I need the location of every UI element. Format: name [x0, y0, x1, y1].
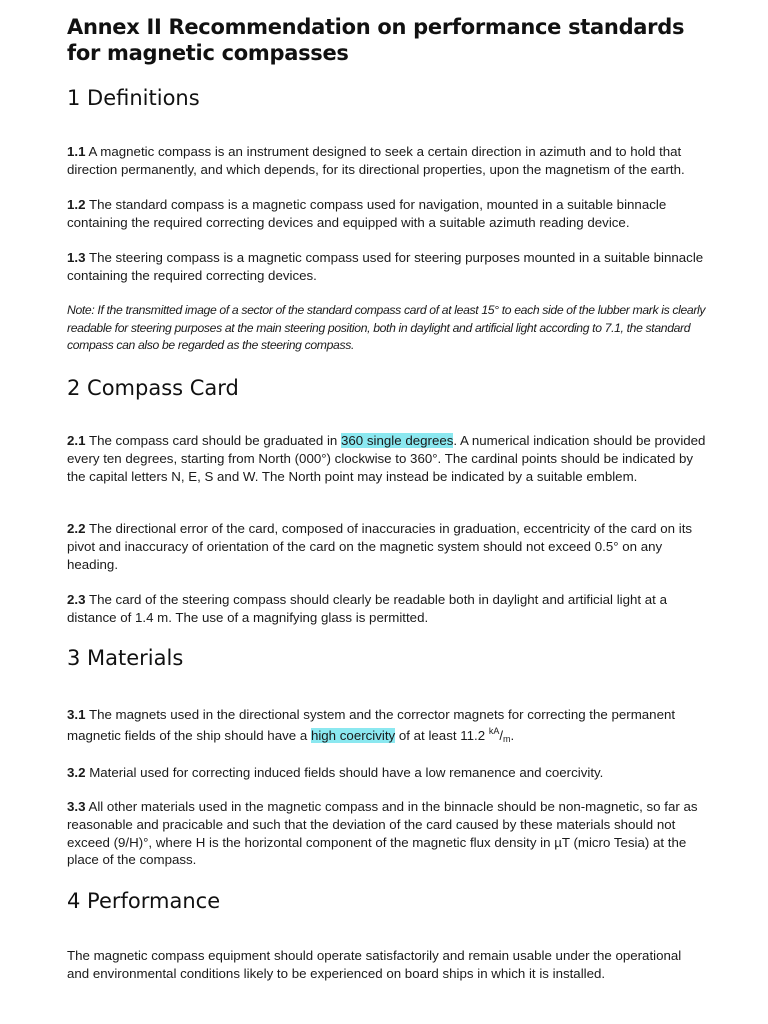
paragraph-text: The compass card should be graduated in: [85, 433, 342, 448]
paragraph-text: A magnetic compass is an instrument designed to seek a certain direction in azimuth and to hold that direction permanently, and which depends, for its directional properties, upon the magnetism of the earth.: [67, 144, 685, 177]
paragraph-1-1: [67, 143, 707, 179]
paragraph-2-3: [67, 591, 707, 627]
paragraph-number: 3.1: [67, 707, 86, 722]
paragraph-text: The directional error of the card, composed of inaccuracies in graduation, eccentricity of the card on its pivot and inaccuracy of orientation of the card on the magnetic system should not exceed 0.5° on any heading.: [67, 521, 693, 572]
highlighted-text: high coercivity: [310, 728, 396, 743]
paragraph-number: 1.3: [67, 250, 86, 265]
paragraph-3-1: [67, 704, 707, 746]
paragraph-text: The steering compass is a magnetic compass used for steering purposes mounted in a suitable binnacle containing the required correcting devices.: [67, 250, 704, 283]
section-heading-compass-card: 2 Compass Card: [67, 376, 239, 400]
paragraph-1-2: [67, 196, 707, 232]
section-heading-definitions: 1 Definitions: [67, 86, 200, 110]
paragraph-text: Material used for correcting induced fields should have a low remanence and coercivity.: [85, 765, 604, 780]
paragraph-number: 3.2: [67, 765, 86, 780]
highlighted-text: 360 single degrees: [341, 433, 454, 448]
paragraph-1-3: [67, 249, 707, 285]
paragraph-number: 2.2: [67, 521, 86, 536]
paragraph-number: 2.3: [67, 592, 86, 607]
paragraph-4: The magnetic compass equipment should operate satisfactorily and remain usable under the operational and environmental conditions likely to be experienced on board ships in which it is installed.: [67, 948, 682, 981]
document-page: [67, 14, 707, 981]
unit-denominator: m: [503, 734, 511, 744]
section-heading-materials: 3 Materials: [67, 646, 184, 670]
paragraph-2-1: [67, 432, 707, 485]
paragraph-3-2: [67, 764, 707, 782]
paragraph-number: 3.3: [67, 799, 86, 814]
section-heading-performance: 4 Performance: [67, 889, 221, 913]
paragraph-text: The card of the steering compass should clearly be readable both in daylight and artificial light at a distance of 1.4 m. The use of a magnifying glass is permitted.: [67, 592, 667, 625]
paragraph-2-2: [67, 520, 707, 573]
paragraph-text: The standard compass is a magnetic compass used for navigation, mounted in a suitable binnacle containing the required correcting devices and equipped with a suitable azimuth reading device.: [67, 197, 667, 230]
paragraph-text: All other materials used in the magnetic compass and in the binnacle should be non-magnetic, so far as reasonable and pracicable and such that the deviation of the card caused by these materials should not exceed (9/H)°, where H is the horizontal component of the magnetic flux density in µT (micro Tesia) at the place of the compass.: [67, 799, 698, 868]
note-paragraph: Note: If the transmitted image of a sector of the standard compass card of at least 15° to each side of the lubber mark is clearly readable for steering purposes at the main steering position, both in daylight and artificial light according to 7.1, the standard compass can also be regarded as the steering compass.: [67, 303, 706, 352]
paragraph-text: The magnets used in the directional system and the corrector magnets for correcting the permanent magnetic fields of the ship should have a: [67, 707, 676, 743]
paragraph-text: .: [510, 728, 515, 743]
paragraph-number: 2.1: [67, 433, 86, 448]
paragraph-text: . A numerical indication should be provided every ten degrees, starting from North (000°) clockwise to 360°. The cardinal points should be indicated by the capital letters N, E, S and W. The North point may instead be indicated by a suitable emblem.: [67, 433, 706, 484]
paragraph-text: of at least 11.2: [395, 728, 489, 743]
unit-slash: /: [499, 728, 504, 743]
paragraph-number: 1.2: [67, 197, 86, 212]
paragraph-3-3: [67, 798, 707, 869]
page-title: Annex II Recommendation on performance standards for magnetic compasses: [67, 15, 685, 65]
paragraph-number: 1.1: [67, 144, 86, 159]
unit-numerator: kA: [488, 726, 500, 736]
